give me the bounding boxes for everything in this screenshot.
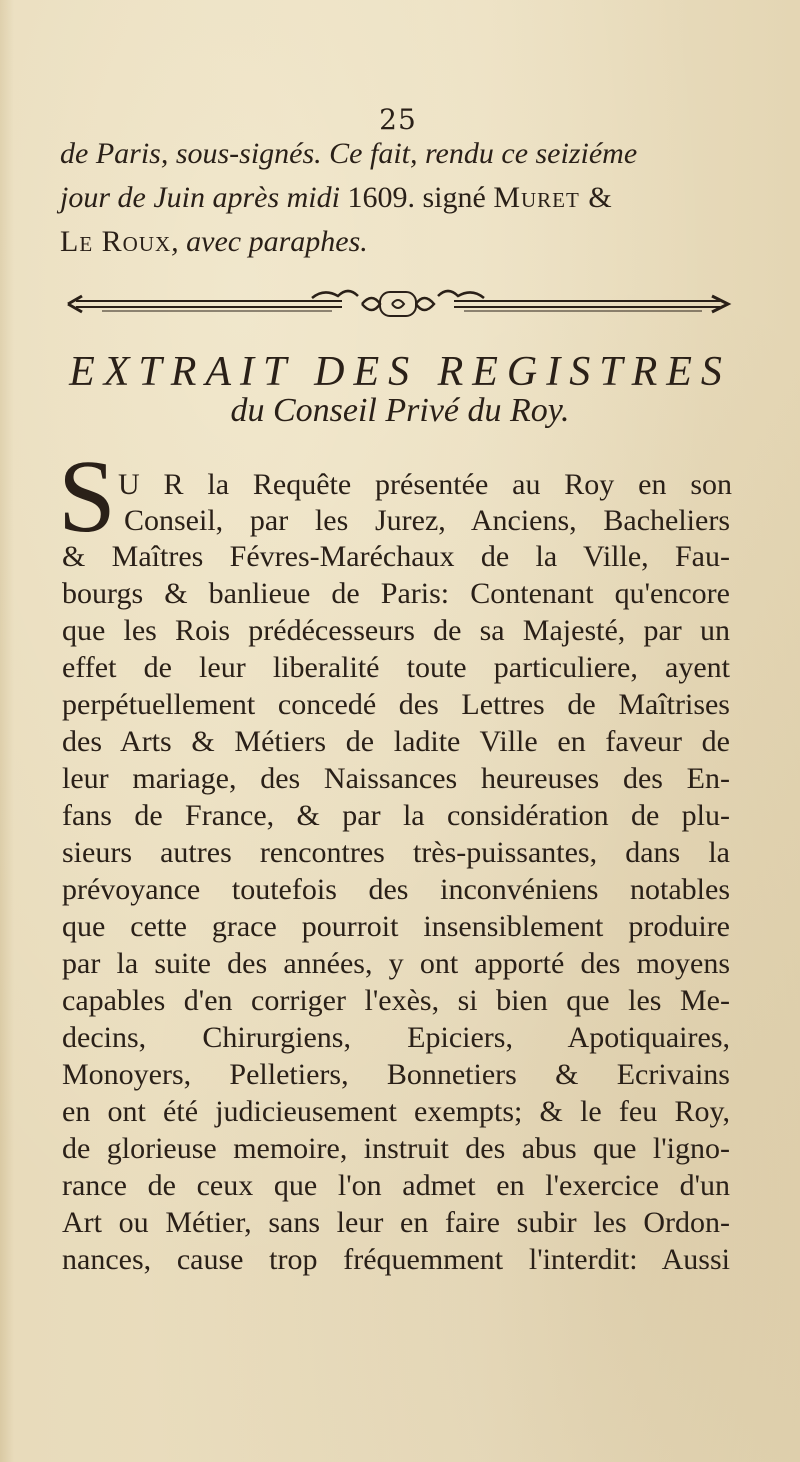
- body-line: sieurs autres rencontres très-puissantes, dans la: [62, 836, 730, 869]
- body-line: que cette grace pourroit insensiblement produire: [62, 910, 730, 943]
- closing-line-3: [60, 220, 740, 264]
- closing-line-3-signatory: Le Roux: [60, 225, 172, 258]
- body-line: Art ou Métier, sans leur en faire subir les Ordon-: [62, 1206, 730, 1239]
- body-line: par la suite des années, y ont apporté des moyens: [62, 947, 730, 980]
- body-line: prévoyance toutefois des inconvéniens notables: [62, 873, 730, 906]
- body-line: bourgs & banlieue de Paris: Contenant qu'encore: [62, 577, 730, 610]
- body-line: Conseil, par les Jurez, Anciens, Bacheliers: [124, 504, 730, 537]
- body-line: des Arts & Métiers de ladite Ville en faveur de: [62, 725, 730, 758]
- body-line: Monoyers, Pelletiers, Bonnetiers & Ecrivains: [62, 1058, 730, 1091]
- body-line: nances, cause trop fréquemment l'interdit: Aussi: [62, 1243, 730, 1276]
- ornament-divider: [62, 284, 734, 324]
- body-line: rance de ceux que l'on admet en l'exercice d'un: [62, 1169, 730, 1202]
- body-line: fans de France, & par la considération de plu-: [62, 799, 730, 832]
- body-line: & Maîtres Févres-Maréchaux de la Ville, Fau-: [62, 540, 730, 573]
- drop-cap: S: [58, 439, 116, 554]
- body-line: de glorieuse memoire, instruit des abus que l'igno-: [62, 1132, 730, 1165]
- closing-line-2: [60, 176, 740, 220]
- closing-line-3-italic: , avec paraphes.: [171, 225, 368, 258]
- closing-line-2-roman: 1609. signé: [347, 181, 494, 214]
- heading-subtitle: du Conseil Privé du Roy.: [230, 392, 570, 429]
- body-line: en ont été judicieusement exempts; & le feu Roy,: [62, 1095, 730, 1128]
- closing-line-2-italic: jour de Juin après midi: [60, 181, 348, 214]
- closing-line-2-signatory: Muret &: [493, 181, 613, 214]
- body-line: U R la Requête présentée au Roy en son: [118, 468, 732, 501]
- body-line: que les Rois prédécesseurs de sa Majesté, par un: [62, 614, 730, 647]
- closing-line-1: de Paris, sous-signés. Ce fait, rendu ce seiziéme: [60, 137, 638, 170]
- heading-title: EXTRAIT DES REGISTRES: [69, 349, 731, 395]
- body-line: leur mariage, des Naissances heureuses des En-: [62, 762, 730, 795]
- closing-paragraph: [60, 132, 740, 264]
- body-line: effet de leur liberalité toute particuliere, ayent: [62, 651, 730, 684]
- body-line: decins, Chirurgiens, Epiciers, Apotiquaires,: [62, 1021, 730, 1054]
- body-line: capables d'en corriger l'exès, si bien que les Me-: [62, 984, 730, 1017]
- body-line: perpétuellement concedé des Lettres de Maîtrises: [62, 688, 730, 721]
- page-number: 25: [379, 103, 417, 136]
